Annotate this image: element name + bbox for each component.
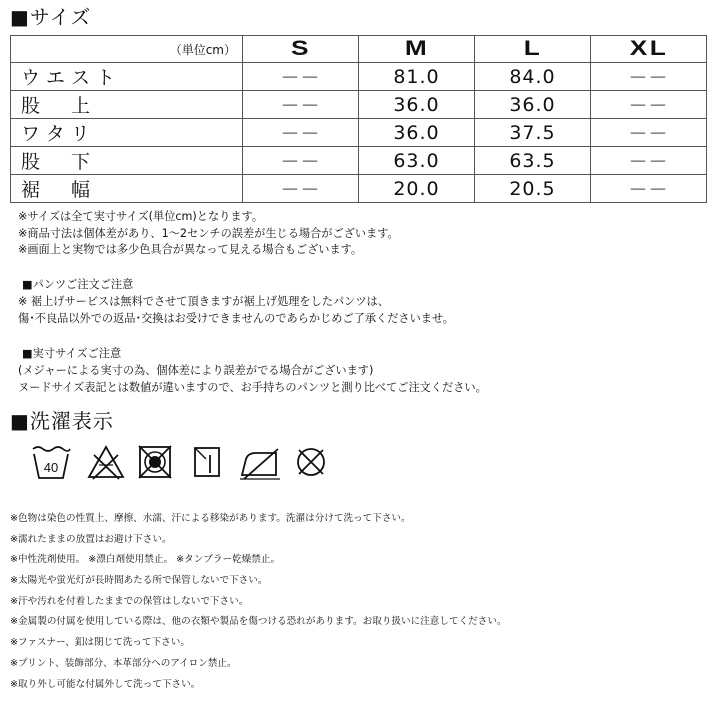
no-bleach-icon bbox=[87, 443, 125, 481]
row-label-rise: 股 上 bbox=[11, 91, 243, 119]
pants-notice bbox=[18, 294, 454, 327]
row-label-hem-width: 裾 幅 bbox=[11, 175, 243, 203]
size-notes bbox=[18, 209, 399, 259]
note-line: ※中性洗剤使用。 ※漂白剤使用禁止。 ※タンブラー乾燥禁止。 bbox=[10, 554, 281, 566]
note-line: ※ファスナー、釦は閉じて洗って下さい。 bbox=[10, 637, 190, 649]
table-cell: －－ bbox=[243, 91, 359, 119]
note-line: ※金属製の付属を使用している際は、他の衣類や製品を傷つける恐れがあります。お取り扱いに注意してください。 bbox=[10, 616, 507, 628]
table-cell: 63.5 bbox=[475, 147, 591, 175]
actual-size-notice bbox=[18, 363, 487, 396]
size-header-s: S bbox=[228, 36, 373, 63]
table-cell: 81.0 bbox=[359, 63, 475, 91]
actual-size-notice-title: ■実寸サイズご注意 bbox=[22, 347, 122, 360]
table-cell: －－ bbox=[591, 63, 707, 91]
note-line: ※太陽光や蛍光灯が長時間あたる所で保管しないで下さい。 bbox=[10, 575, 268, 587]
table-cell: －－ bbox=[591, 147, 707, 175]
line-dry-shade-icon bbox=[192, 443, 224, 481]
table-row bbox=[11, 91, 707, 119]
table-cell: －－ bbox=[591, 119, 707, 147]
table-row bbox=[11, 63, 707, 91]
row-label-thigh: ワタリ bbox=[11, 119, 243, 147]
table-cell: －－ bbox=[243, 119, 359, 147]
wash-40-icon bbox=[30, 443, 72, 481]
wash-notes bbox=[10, 509, 507, 695]
table-cell: －－ bbox=[243, 147, 359, 175]
table-cell: 36.0 bbox=[475, 91, 591, 119]
table-cell: 20.0 bbox=[359, 175, 475, 203]
table-cell: 36.0 bbox=[359, 91, 475, 119]
table-cell: －－ bbox=[591, 91, 707, 119]
note-line: ※プリント、装飾部分、本革部分へのアイロン禁止。 bbox=[10, 657, 237, 669]
size-header-m: M bbox=[344, 36, 489, 63]
size-header-xl: XL bbox=[576, 36, 720, 63]
table-cell: 20.5 bbox=[475, 175, 591, 203]
row-label-inseam: 股 下 bbox=[11, 147, 243, 175]
care-icons bbox=[30, 443, 340, 481]
note-line: ※色物は染色の性質上、摩擦、水濡、汗による移染があります。洗濯は分けて洗って下さい。 bbox=[10, 513, 411, 524]
wash-section-heading: ■洗濯表示 bbox=[10, 409, 114, 433]
note-line: ※汗や汚れを付着したままでの保管はしないで下さい。 bbox=[10, 595, 249, 607]
no-tumble-dry-icon bbox=[137, 443, 173, 481]
table-cell: 84.0 bbox=[475, 63, 591, 91]
note-line: ※サイズは全て実寸サイズ(単位cm)となります。 bbox=[18, 210, 264, 223]
note-line: ※取り外し可能な付属外して洗って下さい。 bbox=[10, 678, 201, 690]
no-dry-clean-icon bbox=[292, 443, 330, 481]
iron-low-icon bbox=[238, 443, 282, 481]
note-line: ヌードサイズ表記とは数値が違いますので、お手持ちのパンツと測り比べてご注文ください。 bbox=[18, 380, 487, 394]
row-label-waist: ウエスト bbox=[11, 63, 243, 91]
table-cell: －－ bbox=[243, 175, 359, 203]
table-cell: －－ bbox=[591, 175, 707, 203]
table-cell: 36.0 bbox=[359, 119, 475, 147]
table-row bbox=[11, 119, 707, 147]
note-line: ※画面上と実物では多少色具合が異なって見える場合もございます。 bbox=[18, 243, 363, 256]
table-row bbox=[11, 175, 707, 203]
svg-text:40: 40 bbox=[43, 460, 59, 475]
size-header-row bbox=[11, 36, 707, 63]
note-line: ※濡れたままの放置はお避け下さい。 bbox=[10, 533, 172, 545]
pants-notice-title: ■パンツご注文ご注意 bbox=[22, 278, 134, 291]
note-line: ※商品寸法は個体差があり、1～2センチの誤差が生じる場合がございます。 bbox=[18, 226, 399, 240]
table-cell: －－ bbox=[243, 63, 359, 91]
note-line: ※ 裾上げサービスは無料でさせて頂きますが裾上げ処理をしたパンツは、 bbox=[18, 295, 389, 308]
note-line: 傷･不良品以外での返品･交換はお受けできませんのであらかじめご了承くださいませ。 bbox=[18, 311, 454, 325]
unit-label: （単位cm） bbox=[11, 36, 243, 63]
size-section-heading: ■サイズ bbox=[10, 5, 92, 29]
table-row bbox=[11, 147, 707, 175]
table-cell: 37.5 bbox=[475, 119, 591, 147]
size-table bbox=[10, 35, 707, 203]
note-line: (メジャーによる実寸の為、個体差により誤差がでる場合がございます) bbox=[18, 364, 374, 377]
table-cell: 63.0 bbox=[359, 147, 475, 175]
size-header-l: L bbox=[460, 36, 605, 63]
